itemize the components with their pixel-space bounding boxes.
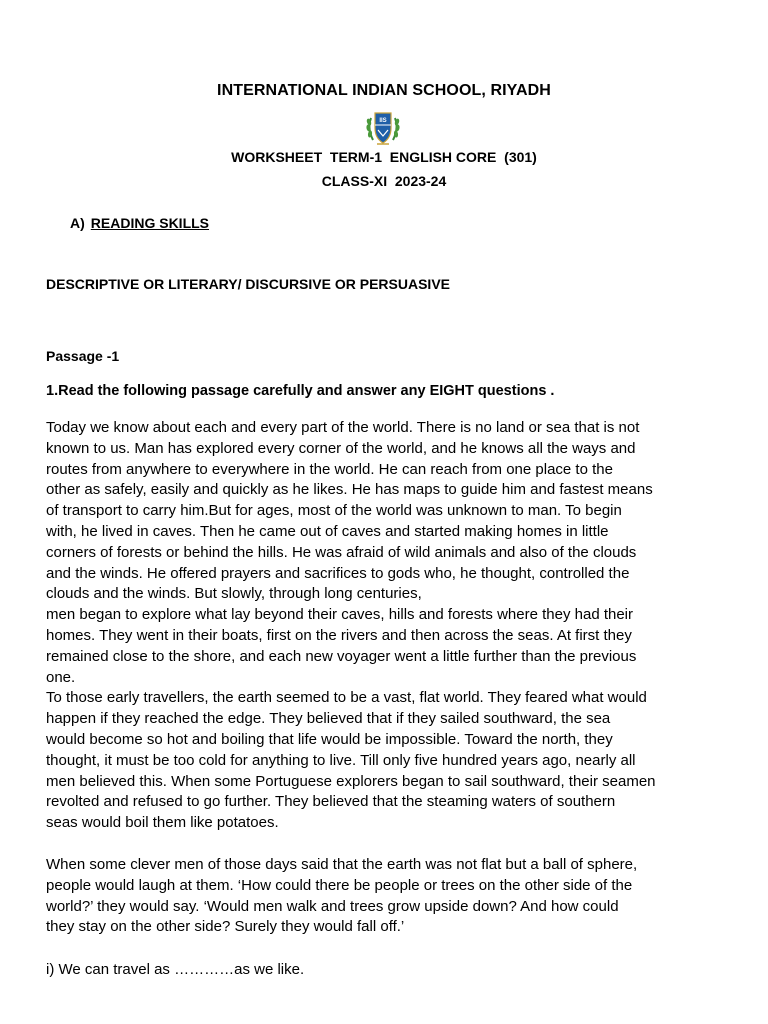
passage-line: homes. They went in their boats, first on the rivers and then across the seas. At first they [46, 626, 632, 644]
passage-line: Today we know about each and every part of the world. There is no land or sea that is not [46, 419, 640, 436]
passage-line: revolted and refused to go further. They believed that the steaming waters of southern [46, 793, 616, 811]
section-marker: A) [70, 215, 85, 231]
passage-line: would become so hot and boiling that life would be impossible. Toward the north, they [46, 730, 613, 748]
passage-line: other as safely, easily and quickly as he likes. He has maps to guide him and fastest means [46, 481, 653, 499]
passage-line: men believed this. When some Portuguese explorers began to sail southward, their seamen [46, 772, 656, 790]
passage-paragraph-2 [46, 855, 736, 938]
passage-line: happen if they reached the edge. They believed that if they sailed southward, the sea [46, 710, 611, 728]
passage-line: with, he lived in caves. Then he came out of caves and started making homes in little [46, 522, 609, 540]
passage-line: thought, it must be too cold for anything to live. Till only five hundred years ago, nearly all [46, 751, 636, 769]
section-heading [70, 215, 209, 231]
worksheet-title: WORKSHEET TERM-1 ENGLISH CORE (301) [231, 149, 537, 165]
school-name: INTERNATIONAL INDIAN SCHOOL, RIYADH [217, 82, 551, 99]
passage-line: men began to explore what lay beyond their caves, hills and forests where they had their [46, 606, 634, 624]
passage-line: corners of forests or behind the hills. He was afraid of wild animals and also of the clouds [46, 543, 637, 561]
passage-instruction: 1.Read the following passage carefully and answer any EIGHT questions . [46, 383, 555, 399]
passage-paragraph-1 [46, 418, 736, 834]
passage-line: known to us. Man has explored every corner of the world, and he knows all the ways and [46, 439, 636, 457]
passage-line: they stay on the other side? Surely they would fall off.’ [46, 918, 405, 936]
genre-heading: DESCRIPTIVE OR LITERARY/ DISCURSIVE OR PERSUASIVE [46, 276, 450, 292]
passage-line: When some clever men of those days said that the earth was not flat but a ball of sphere, [46, 856, 638, 873]
passage-line: of transport to carry him.But for ages, most of the world was unknown to man. To begin [46, 502, 622, 520]
passage-line: remained close to the shore, and each new voyager went a little further than the previous [46, 647, 637, 665]
passage-line: To those early travellers, the earth seemed to be a vast, flat world. They feared what would [46, 689, 647, 707]
section-title: READING SKILLS [90, 215, 210, 231]
logo-text: IIS [379, 118, 387, 124]
school-logo [365, 108, 401, 148]
passage-line: world?’ they would say. ‘Would men walk and trees grow upside down? And how could [46, 897, 619, 915]
passage-line: clouds and the winds. But slowly, through long centuries, [46, 585, 422, 603]
question-1: i) We can travel as …………as we like. [46, 961, 305, 978]
passage-line: and the winds. He offered prayers and sacrifices to gods who, he thought, controlled the [46, 564, 630, 582]
class-title: CLASS-XI 2023-24 [321, 173, 447, 189]
passage-line: people would laugh at them. ‘How could there be people or trees on the other side of the [46, 876, 633, 894]
passage-label: Passage -1 [46, 348, 120, 364]
passage-line: one. [46, 668, 76, 686]
passage-line: routes from anywhere to everywhere in the world. He can reach from one place to the [46, 460, 613, 478]
passage-line: seas would boil them like potatoes. [46, 814, 279, 832]
